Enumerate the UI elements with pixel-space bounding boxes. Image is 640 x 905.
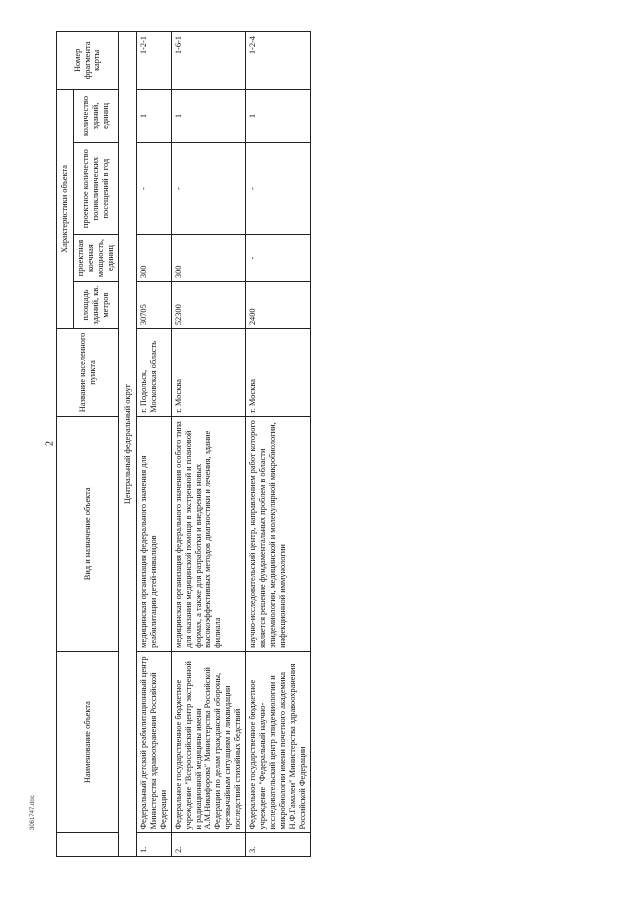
cell-fragment: 1-2-4 [246,32,310,90]
header-name: Наименование объекта [57,651,119,833]
cell-name: Федеральный детский реабилитационный центр Министерства здравоохранения Российской Федерации [137,651,172,833]
rotated-table-wrapper [56,31,616,857]
header-locality: Название населенного пункта [57,329,119,417]
file-reference: 3061747.doc [30,795,36,830]
cell-fragment: 1-2-1 [137,32,172,90]
page-number: 2 [44,441,56,446]
cell-num: 3. [246,833,310,857]
header-row-1 [57,32,74,857]
cell-purpose: медицинская организация федерального значения для реабилитации детей-инвалидов [137,416,172,651]
cell-name: Федеральное государственное бюджетное учреждение "Федеральный научно-исследовательский центр эпидемиологии и микробиологии имени почетного академика Н.Ф.Гамалеи" Министерства здравоохранения Российской Федерации [246,651,310,833]
header-fragment: Номер фрагмента карты [57,32,119,90]
table-row [171,32,245,857]
region-row [119,32,137,857]
header-purpose: Вид и назначение объекта [57,416,119,651]
cell-num: 2. [171,833,245,857]
cell-buildings: 1 [171,89,245,142]
cell-locality: г. Москва [171,329,245,417]
header-characteristics: Характеристики объекта [57,89,74,328]
cell-area: 2400 [246,282,310,329]
cell-visits: - [137,143,172,235]
cell-visits: - [246,143,310,235]
cell-fragment: 1-6-1 [171,32,245,90]
cell-purpose: научно-исследовательский центр, направлением работ которого является решение фундаментальных проблем в области эпидемиологии, медицинской и молекулярной микробиологии, инфекционной иммунологии [246,416,310,651]
cell-purpose: медицинская организация федерального значения особого типа для оказания медицинской помощи в экстренной и плановой формах, а также для разработки и внедрения новых высокоэффективных методов диагностики и лечения, здание филиала [171,416,245,651]
cell-name: Федеральное государственное бюджетное учреждение "Всероссийский центр экстренной и радиационной медицины имени А.М.Никифорова" Министерства Российской Федерации по делам гражданской обороны, чрезвычайным ситуациям и ликвидации последствий стихийных бедствий [171,651,245,833]
header-beds: проектная коечная мощность, единиц [74,235,119,282]
cell-locality: г. Подольск, Московская область [137,329,172,417]
cell-beds: 300 [171,235,245,282]
cell-beds: 300 [137,235,172,282]
cell-area: 52300 [171,282,245,329]
objects-table [56,31,311,857]
cell-num: 1. [137,833,172,857]
table-row [246,32,310,857]
header-visits: проектное количество поликлинических посещений в год [74,143,119,235]
region-label: Центральный федеральный округ [119,32,137,857]
header-area: площадь зданий, кв. метров [74,282,119,329]
cell-buildings: 1 [137,89,172,142]
cell-beds: - [246,235,310,282]
cell-visits: - [171,143,245,235]
cell-locality: г. Москва [246,329,310,417]
cell-area: 30705 [137,282,172,329]
cell-buildings: 1 [246,89,310,142]
header-num [57,833,119,857]
table-row [137,32,172,857]
header-buildings: количество зданий, единиц [74,89,119,142]
